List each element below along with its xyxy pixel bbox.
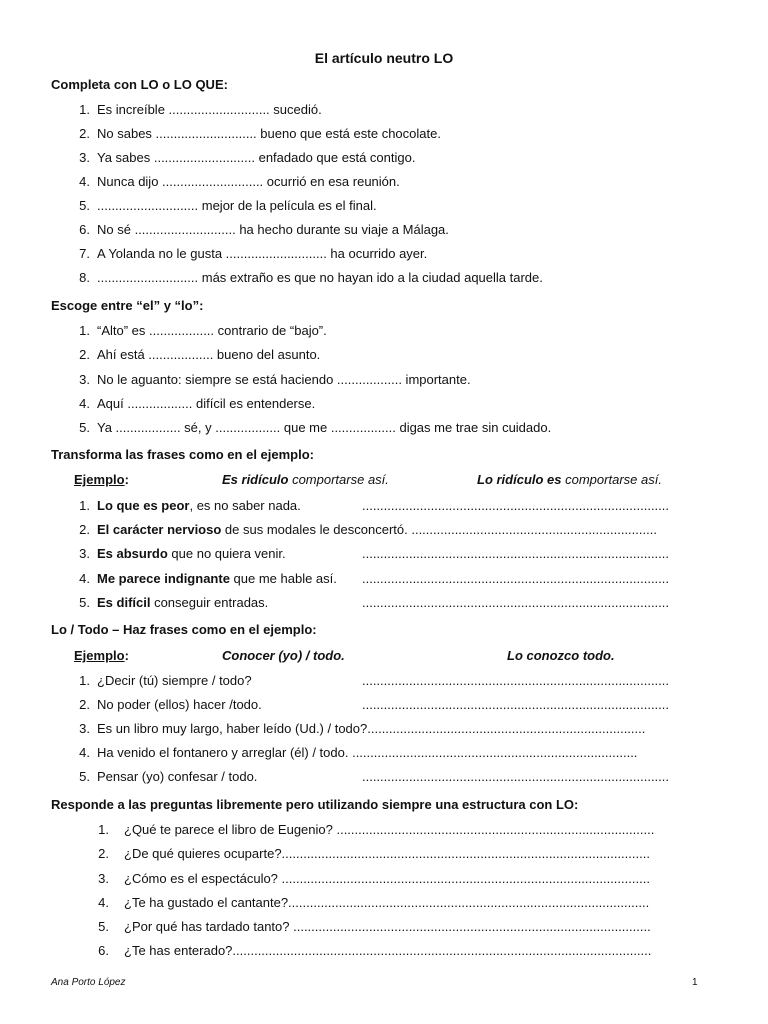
example-sentence: Conocer (yo) / todo. (222, 648, 345, 663)
answer-line[interactable]: ..................................................................................... (362, 673, 670, 688)
worksheet-page: El artículo neutro LO Completa con LO o LO QUE: 1. Es increíble ............................ sucedió. 2. No sabes ............................ bueno que está este chocolate. 3. Ya sabes ............................ enfadado que está contigo. 4. Nunca dijo ............................ ocurrió en esa reunión. 5. ............................ mejor de la película es el final. 6. No sé ............................ ha hecho durante su viaje a Málaga. 7. A Yolanda no le gusta ............................ ha ocurrido ayer. 8. ............................ más extraño es que no hayan ido a la ciudad aquella tarde. Escoge entre “el” y “lo”: 1. “Alto” es .................. contrario de “bajo”. 2. Ahí está .................. bueno del asunto. 3. No le aguanto: siempre se está haciendo .................. importante. 4. Aquí .................. difícil es entenderse. 5. Ya .................. sé, y .................. que me .................. digas me trae sin cuidado. Transforma las frases como en el ejemplo: Ejemplo: Es ridículo comportarse así. Lo ridículo es comportarse así. 1. Lo que es peor, es no saber nada. ..................................................................................... 2. El carácter nervioso de sus modales le desconcertó. .................................................................... 3. Es absurdo que no quiera venir. ..................................................................................... 4. Me parece indignante que me hable así. ..................................................................................... 5. Es difícil conseguir entradas. ..................................................................................... Lo / Todo – Haz frases como en el ejemplo: Ejemplo: Conocer (yo) / todo. Lo conozco todo. 1. ¿Decir (tú) siempre / todo? ..................................................................................... 2. No poder (ellos) hacer /todo. ..................................................................................... 3. Es un libro muy largo, haber leído (Ud.) / todo?............................................................................. 4. Ha venido el fontanero y arreglar (él) / todo. ............................................................................... 5. Pensar (yo) confesar / todo. ..................................................................................... Responde a las preguntas libremente pero utilizando siempre una estructura con LO: 1. ¿Qué te parece el libro de Eugenio? ........................................................................................ 2. ¿De qué quieres ocuparte?...................................................................................................... 3. ¿Cómo es el espectáculo? ...................................................................................................... 4. ¿Te ha gustado el cantante?.................................................................................................... 5. ¿Por qué has tardado tanto? ................................................................................................... 6. ¿Te has enterado?.................................................................................................................... Ana Porto López 1 (0, 0, 768, 1024)
footer-author: Ana Porto López (51, 977, 126, 988)
section-5-heading: Responde a las preguntas libremente pero utilizando siempre una estructura con LO: (51, 797, 579, 812)
section-2-heading: Escoge entre “el” y “lo”: (51, 298, 204, 313)
example-answer: Lo conozco todo. (507, 648, 615, 663)
section-4-heading: Lo / Todo – Haz frases como en el ejemplo: (51, 622, 317, 637)
answer-line[interactable]: ..................................................................................... (362, 571, 670, 586)
page-number: 1 (692, 977, 698, 988)
answer-line[interactable]: ..................................................................................... (362, 498, 670, 513)
example-label: Ejemplo: (74, 648, 129, 663)
example-answer: Lo ridículo es comportarse así. (477, 472, 662, 487)
answer-line[interactable]: ..................................................................................... (362, 769, 670, 784)
example-sentence: Es ridículo comportarse así. (222, 472, 389, 487)
section-3-heading: Transforma las frases como en el ejemplo: (51, 447, 314, 462)
example-label: Ejemplo: (74, 472, 129, 487)
answer-line[interactable]: ..................................................................................... (362, 595, 670, 610)
answer-line[interactable]: ..................................................................................... (362, 546, 670, 561)
page-title: El artículo neutro LO (314, 50, 454, 66)
section-1-heading: Completa con LO o LO QUE: (51, 77, 228, 92)
answer-line[interactable]: ..................................................................................... (362, 697, 670, 712)
